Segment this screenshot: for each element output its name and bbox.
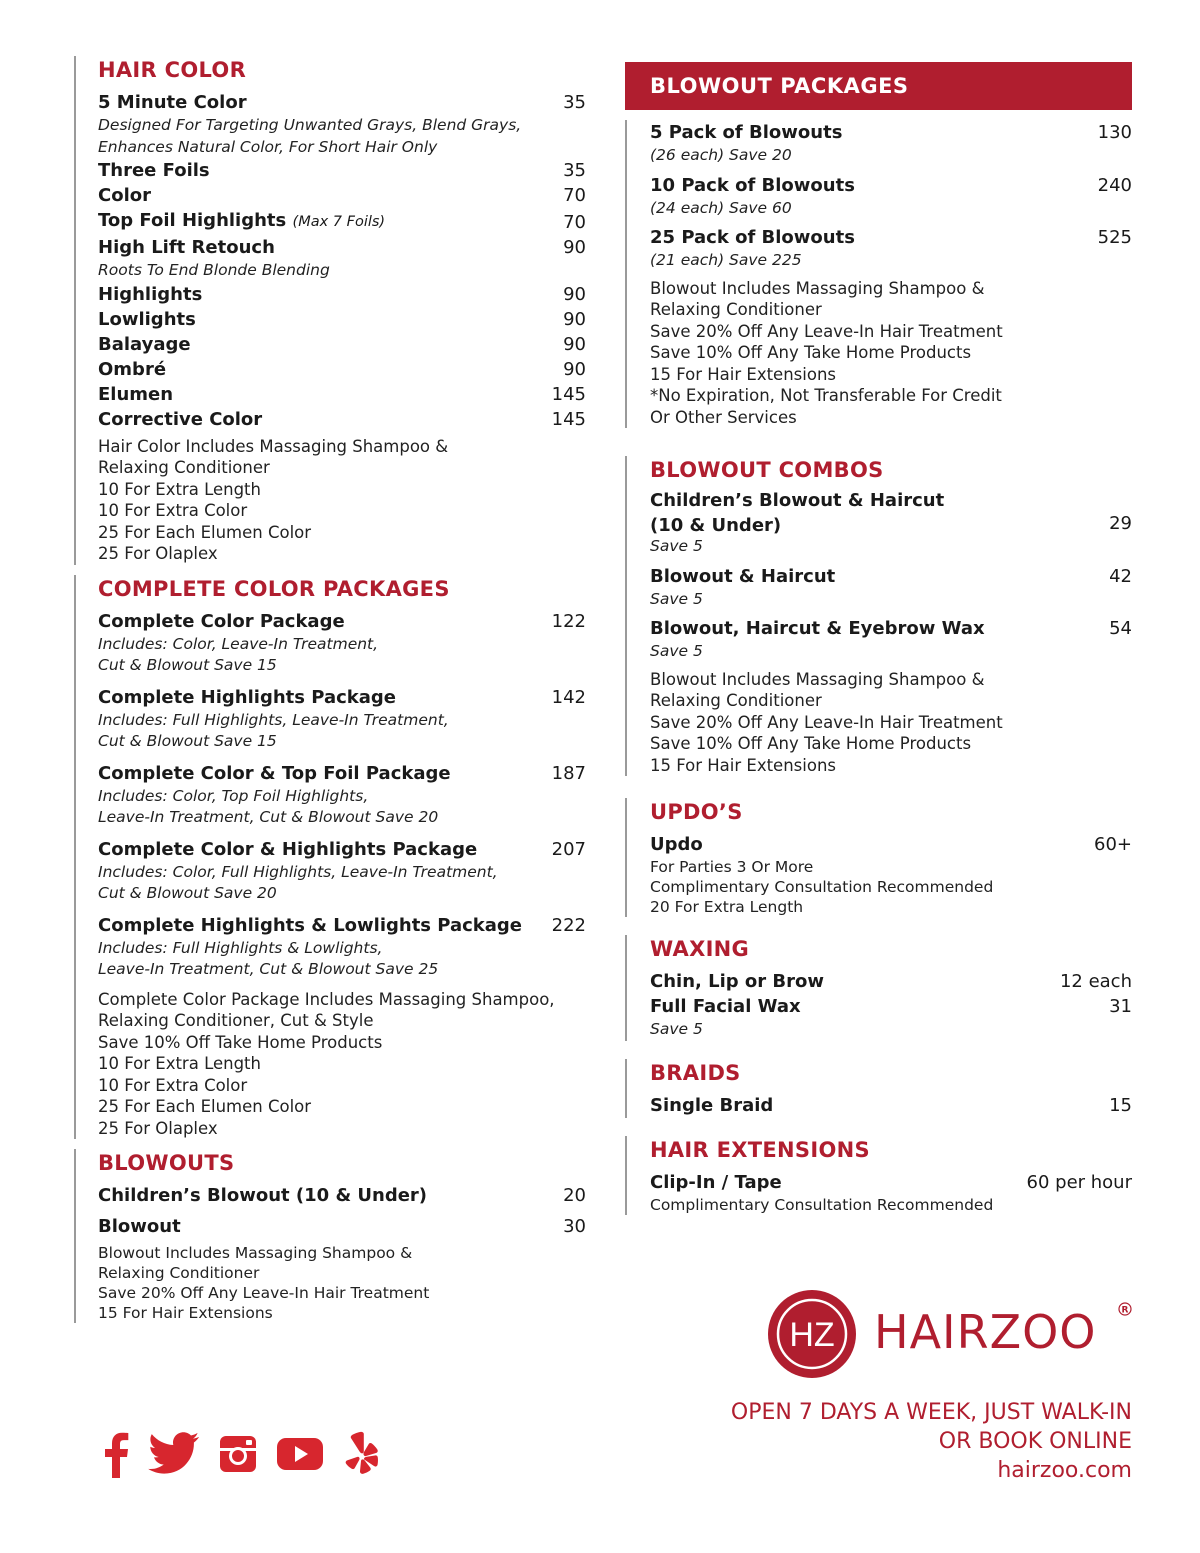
service-item	[650, 832, 1132, 917]
note-line: Save 10% Off Any Take Home Products	[650, 343, 972, 362]
package-item	[98, 837, 586, 905]
package-desc: Cut & Blowout Save 15	[98, 656, 277, 674]
note-line: 15 For Hair Extensions	[650, 364, 836, 384]
package-name: Complete Highlights Package	[98, 686, 396, 708]
note-line: Save 10% Off Any Take Home Products	[650, 734, 972, 753]
package-desc: Leave-In Treatment, Cut & Blowout Save 20	[98, 808, 439, 826]
service-item	[98, 282, 586, 307]
website-link[interactable]: hairzoo.com	[997, 1458, 1132, 1483]
service-desc: Complimentary Consultation Recommended	[650, 1195, 994, 1214]
service-item	[98, 407, 586, 432]
logo-mark-text: HZ	[789, 1316, 835, 1354]
note-line: 25 For Olaplex	[98, 1118, 218, 1138]
section-notes	[650, 278, 1132, 429]
note-line: Or Other Services	[650, 407, 797, 427]
package-name: Complete Color Package	[98, 610, 345, 632]
package-item	[98, 609, 586, 677]
service-item	[650, 994, 1132, 1041]
package-item	[98, 685, 586, 753]
braids-section	[625, 1059, 1132, 1118]
section-notes	[650, 669, 1132, 777]
package-price: 525	[1097, 227, 1132, 248]
service-item	[650, 1093, 1132, 1118]
updos-title: UPDO’S	[650, 800, 743, 824]
service-item	[98, 1214, 586, 1239]
combo-item	[650, 564, 1132, 611]
hair-extensions-section	[625, 1136, 1132, 1215]
combo-item	[650, 616, 1132, 663]
section-notes	[98, 989, 586, 1140]
package-name: 5 Pack of Blowouts	[650, 122, 843, 143]
package-name: Complete Highlights & Lowlights Package	[98, 914, 523, 936]
service-price: 145	[551, 408, 586, 430]
service-item	[98, 357, 586, 382]
service-item	[98, 208, 586, 235]
service-name: Ombré	[98, 358, 167, 380]
service-name: Lowlights	[98, 308, 196, 330]
blowouts-section	[74, 1149, 586, 1323]
package-price: 122	[551, 610, 586, 632]
note-line: 25 For Olaplex	[98, 544, 218, 563]
package-price: 207	[551, 838, 586, 860]
service-price: 70	[563, 185, 586, 206]
note-line: 15 For Hair Extensions	[98, 1304, 273, 1322]
svg-text:R: R	[1121, 1305, 1129, 1316]
service-price: 90	[563, 333, 586, 355]
note-line: 10 For Extra Color	[98, 1075, 248, 1095]
waxing-section	[625, 935, 1132, 1041]
service-name: Children’s Blowout (10 & Under)	[98, 1185, 428, 1206]
note-line: Complete Color Package Includes Massaging Shampoo,	[98, 989, 555, 1009]
note-line: 25 For Each Elumen Color	[98, 1097, 312, 1116]
package-name: Complete Color & Top Foil Package	[98, 762, 451, 784]
package-name: 10 Pack of Blowouts	[650, 174, 855, 196]
service-price: 70	[563, 212, 586, 233]
package-price: 142	[551, 686, 586, 708]
braids-title: BRAIDS	[650, 1060, 741, 1085]
service-desc: 20 For Extra Length	[650, 898, 804, 916]
package-item	[650, 120, 1132, 167]
note-line: Save 20% Off Any Leave-In Hair Treatment	[650, 712, 1003, 732]
brand-name: HAIRZOO	[874, 1305, 1097, 1359]
package-desc: Leave-In Treatment, Cut & Blowout Save 25	[98, 960, 439, 978]
service-price: 60+	[1094, 834, 1132, 855]
hair-extensions-title: HAIR EXTENSIONS	[650, 1137, 870, 1162]
blowouts-title: BLOWOUTS	[98, 1151, 235, 1175]
note-line: Relaxing Conditioner	[650, 691, 822, 710]
package-desc: Cut & Blowout Save 20	[98, 884, 277, 902]
combo-name-line2: (10 & Under)	[650, 515, 782, 536]
service-name: 5 Minute Color	[98, 92, 247, 113]
service-name: Color	[98, 185, 151, 206]
note-line: Save 20% Off Any Leave-In Hair Treatment	[650, 321, 1003, 341]
section-notes	[98, 1243, 586, 1323]
service-name: Highlights	[98, 283, 203, 305]
package-desc: Includes: Full Highlights, Leave-In Treatment,	[98, 710, 449, 729]
package-desc: Includes: Color, Top Foil Highlights,	[98, 786, 369, 805]
note-line: Save 10% Off Take Home Products	[98, 1032, 383, 1052]
hair-color-title: HAIR COLOR	[98, 58, 247, 82]
service-name: Balayage	[98, 333, 191, 355]
note-line: Relaxing Conditioner	[650, 300, 822, 319]
youtube-icon[interactable]	[276, 1436, 324, 1472]
service-price: 35	[563, 160, 586, 181]
waxing-title: WAXING	[650, 937, 750, 961]
note-line: Save 20% Off Any Leave-In Hair Treatment	[98, 1284, 430, 1302]
package-item	[98, 913, 586, 981]
package-desc: Includes: Color, Leave-In Treatment,	[98, 634, 379, 653]
package-desc: Includes: Color, Full Highlights, Leave-In Treatment,	[98, 862, 498, 881]
service-price: 12 each	[1059, 971, 1132, 992]
service-item	[98, 332, 586, 357]
service-name: Chin, Lip or Brow	[650, 971, 825, 992]
package-name: Complete Color & Highlights Package	[98, 838, 478, 860]
service-desc: Save 5	[650, 1020, 703, 1038]
service-note: (Max 7 Foils)	[292, 214, 386, 230]
service-item	[98, 183, 586, 208]
service-desc: Designed For Targeting Unwanted Grays, Blend Grays,	[98, 116, 522, 134]
note-line: 25 For Each Elumen Color	[98, 522, 312, 542]
package-desc: Includes: Full Highlights & Lowlights,	[98, 938, 383, 957]
updos-section	[625, 798, 1132, 917]
package-price: 240	[1097, 174, 1132, 196]
service-price: 20	[563, 1185, 586, 1206]
package-price: 130	[1097, 122, 1132, 143]
tagline-line-2: OR BOOK ONLINE	[938, 1429, 1132, 1454]
hz-logo-mark-icon	[766, 1288, 858, 1380]
package-desc: (21 each) Save 225	[650, 251, 802, 269]
complete-color-title: COMPLETE COLOR PACKAGES	[98, 576, 450, 601]
combo-name: Children’s Blowout & Haircut	[650, 490, 945, 511]
combo-desc: Save 5	[650, 642, 703, 660]
package-desc: (24 each) Save 60	[650, 198, 792, 217]
package-price: 222	[551, 914, 586, 936]
service-price: 90	[563, 308, 586, 330]
note-line: Blowout Includes Massaging Shampoo &	[650, 278, 985, 298]
twitter-icon[interactable]	[148, 1432, 200, 1476]
hairzoo-logo[interactable]	[766, 1288, 1136, 1378]
service-price: 31	[1109, 996, 1132, 1017]
yelp-icon[interactable]	[342, 1430, 384, 1478]
combo-item	[650, 490, 1132, 558]
service-item	[98, 158, 586, 183]
service-item	[98, 307, 586, 332]
section-notes	[98, 436, 586, 565]
left-column	[74, 56, 586, 1333]
service-item	[98, 235, 586, 282]
note-line: Blowout Includes Massaging Shampoo &	[98, 1244, 413, 1262]
note-line: Relaxing Conditioner, Cut & Style	[98, 1011, 374, 1030]
note-line: Blowout Includes Massaging Shampoo &	[650, 669, 985, 689]
service-name: Corrective Color	[98, 408, 263, 430]
service-name: High Lift Retouch	[98, 237, 275, 258]
service-item	[98, 1183, 586, 1208]
note-line: *No Expiration, Not Transferable For Credit	[650, 386, 1002, 405]
service-name-wrap	[98, 208, 385, 235]
service-price: 90	[563, 358, 586, 380]
service-price: 90	[563, 237, 586, 258]
package-item	[650, 225, 1132, 272]
service-name: Updo	[650, 834, 703, 855]
service-price: 30	[563, 1216, 586, 1237]
blowout-combos-section	[625, 456, 1132, 776]
service-name: Clip-In / Tape	[650, 1171, 782, 1193]
blowout-combos-title: BLOWOUT COMBOS	[650, 458, 884, 482]
tagline-line-1: OPEN 7 DAYS A WEEK, JUST WALK-IN	[730, 1400, 1132, 1425]
combo-desc: Save 5	[650, 537, 703, 555]
service-name: Single Braid	[650, 1094, 774, 1116]
combo-price: 54	[1109, 618, 1132, 639]
blowout-packages-section	[625, 120, 1132, 428]
blowout-packages-banner: BLOWOUT PACKAGES	[625, 62, 1132, 110]
service-desc: Complimentary Consultation Recommended	[650, 878, 994, 896]
facebook-icon[interactable]	[100, 1430, 130, 1478]
social-links	[100, 1428, 402, 1480]
service-desc: Enhances Natural Color, For Short Hair Only	[98, 137, 438, 156]
service-price: 35	[563, 92, 586, 113]
service-item	[98, 90, 586, 158]
service-name: Top Foil Highlights	[98, 210, 287, 231]
footer-text	[731, 1398, 1132, 1485]
note-line: 10 For Extra Length	[98, 1054, 261, 1073]
package-item	[98, 761, 586, 829]
note-line: 15 For Hair Extensions	[650, 755, 836, 775]
package-desc: (26 each) Save 20	[650, 146, 792, 164]
service-desc: For Parties 3 Or More	[650, 858, 814, 876]
package-name: 25 Pack of Blowouts	[650, 227, 855, 248]
note-line: 10 For Extra Length	[98, 479, 261, 499]
note-line: 10 For Extra Color	[98, 501, 248, 520]
service-desc: Roots To End Blonde Blending	[98, 261, 330, 279]
package-item	[650, 173, 1132, 220]
service-name: Blowout	[98, 1216, 181, 1237]
service-name: Elumen	[98, 383, 174, 405]
service-price: 145	[551, 383, 586, 405]
complete-color-section	[74, 575, 586, 1140]
combo-name: Blowout & Haircut	[650, 565, 836, 587]
service-item	[650, 969, 1132, 994]
combo-price: 29	[1109, 513, 1132, 534]
package-price: 187	[551, 762, 586, 784]
service-price: 15	[1109, 1094, 1132, 1116]
service-item	[98, 382, 586, 407]
hair-color-section	[74, 56, 586, 565]
service-name: Full Facial Wax	[650, 996, 801, 1017]
service-item	[650, 1170, 1132, 1195]
note-line: Hair Color Includes Massaging Shampoo &	[98, 436, 449, 456]
combo-name: Blowout, Haircut & Eyebrow Wax	[650, 618, 985, 639]
combo-desc: Save 5	[650, 589, 703, 608]
note-line: Relaxing Conditioner	[98, 1264, 260, 1282]
service-name: Three Foils	[98, 160, 210, 181]
note-line: Relaxing Conditioner	[98, 458, 270, 477]
service-price: 90	[563, 283, 586, 305]
registered-icon	[1118, 1302, 1132, 1316]
package-desc: Cut & Blowout Save 15	[98, 732, 277, 750]
service-price: 60 per hour	[1026, 1171, 1132, 1193]
combo-price: 42	[1109, 565, 1132, 587]
instagram-icon[interactable]	[218, 1434, 258, 1474]
right-column	[625, 62, 1132, 1215]
